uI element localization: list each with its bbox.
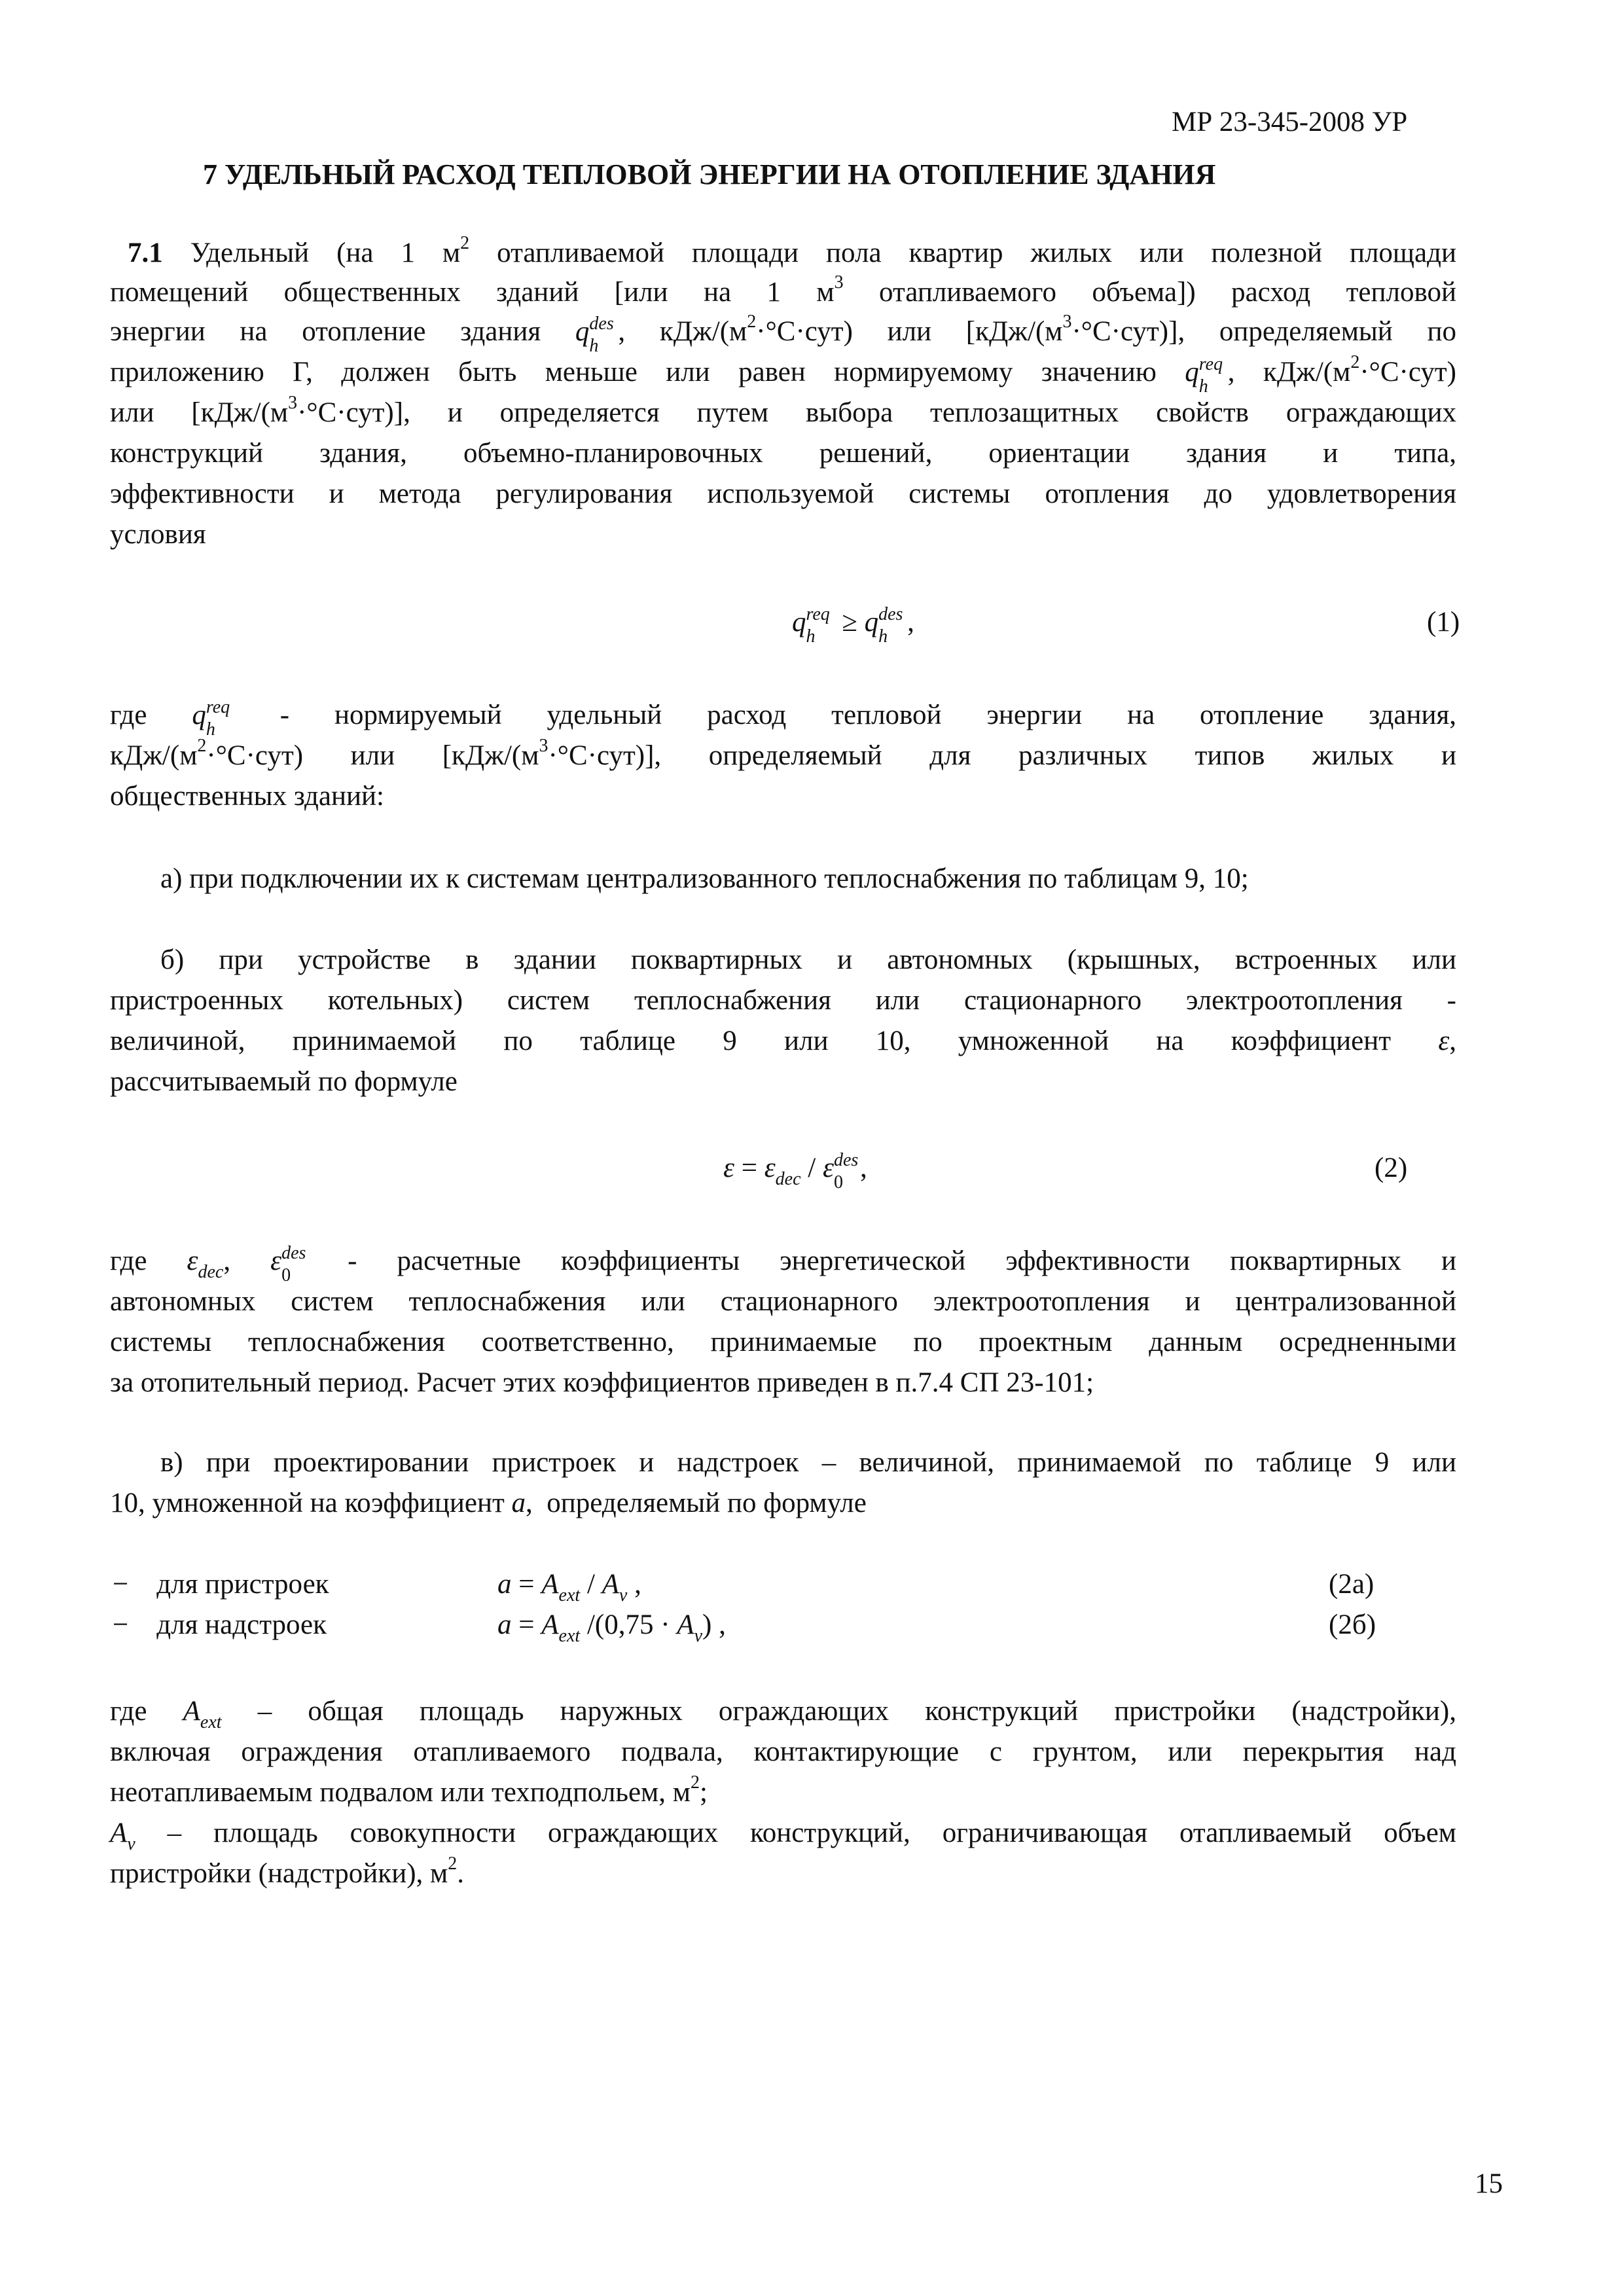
formula-2b: $a = A_{ext}$ $/(0,75 \cdot A_v)$ ,	[497, 1609, 726, 1646]
paragraph-7-1: 7.1 Удельный (на 1 $м^2$ отапливаемой площади пола квартир жилых или полезной площади	[128, 233, 1457, 268]
where-1-line-2: кДж/$(м^2\cdot^\circ С\cdot сут)$ или $[кДж/(м^3\cdot^\circ С\cdot сут)]$, определяемый для различных типов жилых и	[110, 736, 1456, 771]
page-number: 15	[1475, 2168, 1503, 2199]
where-2-line-2: автономных систем теплоснабжения или стационарного электроотопления и централизованной	[110, 1286, 1456, 1317]
section-title: 7 УДЕЛЬНЫЙ РАСХОД ТЕПЛОВОЙ ЭНЕРГИИ НА ОТОПЛЕНИЕ ЗДАНИЯ	[203, 158, 1216, 190]
paragraph-7-1-line-4: приложению Г, должен быть меньше или равен нормируемому значению q req h , кДж/$(м^2\cdot^\circ С\cdot сут)$	[110, 352, 1456, 397]
paragraph-7-1-line-7: эффективности и метода регулирования используемой системы отопления до удовлетворения	[110, 478, 1456, 509]
where-1-line-1: где q req h - нормируемый удельный расход тепловой энергии на отопление здания,	[110, 697, 1457, 740]
where-2-line-4: за отопительный период. Расчет этих коэффициентов приведен в п.7.4 СП 23-101;	[110, 1367, 1094, 1398]
def-av-line-2: пристройки (надстройки), $м^2$.	[110, 1854, 464, 1889]
item-b-line-1: б) при устройстве в здании поквартирных и автономных (крышных, встроенных или	[160, 944, 1456, 975]
q-h-des-symbol: q des h	[575, 314, 614, 356]
paragraph-7-1-line-5: или $[кДж/(м^3\cdot^\circ С\cdot сут)]$, и определяется путем выбора теплозащитных свойств ограждающих	[110, 393, 1456, 428]
paragraph-7-1-line-6: конструкций здания, объемно-планировочных решений, ориентации здания и типа,	[110, 438, 1456, 469]
paragraph-7-1-line-3: энергии на отопление здания q des h , кДж/$(м^2\cdot^\circ С\cdot сут)$ или $[кДж/(м^3\cdot^\circ С\cdot сут)]$, определяемый по	[110, 312, 1457, 356]
item-b-line-2: пристроенных котельных) систем теплоснабжения или стационарного электроотопления -	[110, 985, 1456, 1016]
item-a: а) при подключении их к системам централизованного теплоснабжения по таблицам 9, 10;	[160, 863, 1249, 894]
paragraph-7-1-line-8: условия	[110, 519, 206, 550]
q-h-req-symbol: q req h	[1185, 354, 1223, 397]
formula-2b-number: (2б)	[1329, 1609, 1376, 1640]
where-2-line-1: где $\varepsilon_{dec}$, ε des 0 - расчетные коэффициенты энергетической эффективности поквартирных и	[110, 1243, 1457, 1285]
equation-2: $\varepsilon = \varepsilon_{dec} / \varepsilon$ des 0 ,	[723, 1150, 867, 1193]
equation-1: q req h ≥ q des h ,	[792, 604, 914, 647]
item-c-line-1: в) при проектировании пристроек и надстроек – величиной, принимаемой по таблице 9 или	[160, 1447, 1456, 1478]
def-av-line-1: $A_v$ – площадь совокупности ограждающих конструкций, ограничивающая отапливаемый объем	[110, 1818, 1456, 1854]
equation-1-number: (1)	[1427, 607, 1460, 637]
paragraph-7-1-line-2: помещений общественных зданий [или на 1 $м^3$ отапливаемого объема]) расход тепловой	[110, 272, 1456, 308]
formula-2a-number: (2а)	[1329, 1569, 1375, 1600]
item-b-line-3: величиной, принимаемой по таблице 9 или 10, умноженной на коэффициент ε,	[110, 1026, 1457, 1056]
def-aext-line-2: включая ограждения отапливаемого подвала, контактирующие с грунтом, или перекрытия над	[110, 1736, 1456, 1767]
list-item-extensions: − для пристроек	[113, 1569, 329, 1600]
document-code: МР 23-345-2008 УР	[1172, 107, 1408, 137]
list-item-superstructures: − для надстроек	[113, 1609, 327, 1640]
paragraph-number: 7.1	[128, 238, 163, 268]
def-aext-line-1: где $A_{ext}$ – общая площадь наружных ограждающих конструкций пристройки (надстройки),	[110, 1696, 1456, 1732]
where-1-line-3: общественных зданий:	[110, 781, 384, 812]
item-b-line-4: рассчитываемый по формуле	[110, 1066, 458, 1097]
epsilon-symbol: ε,	[1438, 1026, 1457, 1056]
item-c-line-2: 10, умноженной на коэффициент a, определяемый по формуле	[110, 1488, 867, 1518]
def-aext-line-3: неотапливаемым подвалом или техподпольем, $м^2$;	[110, 1772, 708, 1808]
where-2-line-3: системы теплоснабжения соответственно, принимаемые по проектным данным осредненными	[110, 1327, 1456, 1357]
equation-2-number: (2)	[1375, 1153, 1408, 1183]
formula-2a: $a = A_{ext} / A_v$ ,	[497, 1569, 641, 1605]
